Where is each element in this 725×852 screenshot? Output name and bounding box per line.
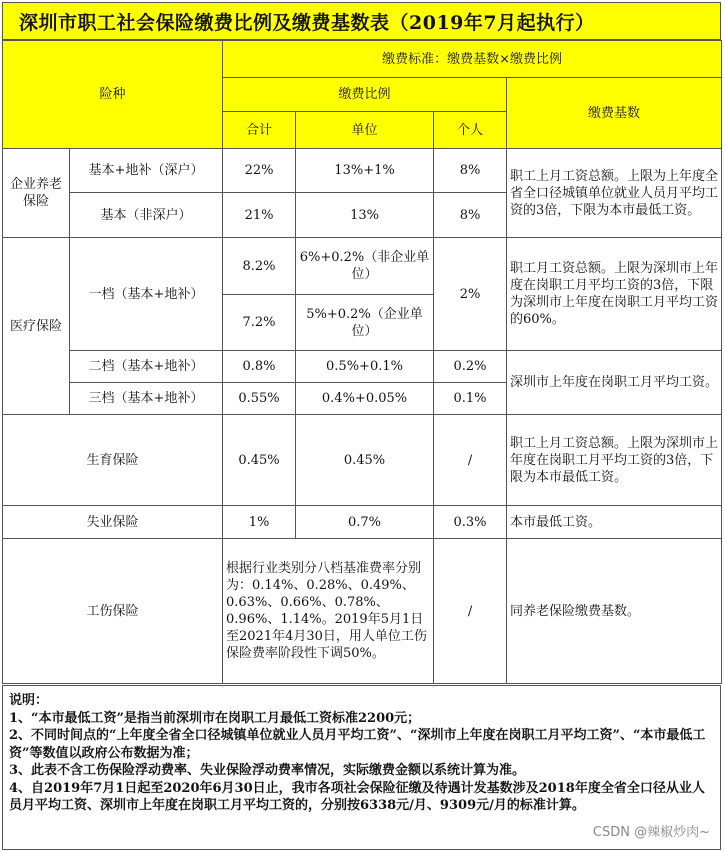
medical-tier1a-total: 8.2% — [223, 238, 296, 295]
pension-row2-total: 21% — [223, 193, 296, 238]
unemployment-base: 本市最低工资。 — [507, 506, 722, 539]
medical-category: 医疗保险 — [3, 238, 70, 415]
unemployment-name: 失业保险 — [3, 506, 223, 539]
pension-base: 职工上月工资总额。上限为上年度全省全口径城镇单位就业人员月平均工资的3倍，下限为本市最低工资。 — [507, 149, 722, 238]
table-row — [3, 415, 722, 506]
watermark: CSDN @辣椒炒肉~ — [592, 824, 710, 840]
table-row — [3, 238, 722, 295]
header-employer: 单位 — [296, 112, 434, 149]
maternity-total: 0.45% — [223, 415, 296, 506]
header-row-1 — [3, 41, 722, 78]
header-individual: 个人 — [434, 112, 507, 149]
pension-row1-employer: 13%+1% — [296, 149, 434, 193]
maternity-employer: 0.45% — [296, 415, 434, 506]
note-item-4: 4、自2019年7月1日起至2020年6月30日止，我市各项社会保险征缴及待遇计发基数涉及2018年度全省全口径从业人员月平均工资、深圳市上年度在岗职工月平均工资的，分别按6338元/月、9309元/月的标准计算。 — [9, 780, 705, 813]
pension-row1-name: 基本+地补（深户） — [70, 149, 223, 193]
injury-base: 同养老保险缴费基数。 — [507, 539, 722, 684]
table-row — [3, 539, 722, 684]
header-standard: 缴费标准：缴费基数×缴费比例 — [223, 41, 722, 78]
medical-tier1b-employer: 5%+0.2%（企业单位） — [296, 295, 434, 351]
maternity-name: 生育保险 — [3, 415, 223, 506]
table-row — [3, 506, 722, 539]
medical-tier2-employer: 0.5%+0.1% — [296, 351, 434, 383]
maternity-individual: / — [434, 415, 507, 506]
header-total: 合计 — [223, 112, 296, 149]
medical-tier23-base: 深圳市上年度在岗职工月平均工资。 — [507, 351, 722, 415]
pension-row1-individual: 8% — [434, 149, 507, 193]
pension-row2-name: 基本（非深户） — [70, 193, 223, 238]
medical-tier2-name: 二档（基本+地补） — [70, 351, 223, 383]
note-item-2: 2、不同时间点的“上年度全省全口径城镇单位就业人员月平均工资”、“深圳市上年度在岗职工月平均工资”、“本市最低工资”等数值以政府公布数据为准； — [9, 728, 706, 761]
notes-heading: 说明： — [9, 693, 49, 708]
medical-tier1-name: 一档（基本+地补） — [70, 238, 223, 351]
note-item-3: 3、此表不含工伤保险浮动费率、失业保险浮动费率情况，实际缴费金额以系统计算为准。 — [9, 763, 526, 778]
page-title: 深圳市职工社会保险缴费比例及缴费基数表（2019年7月起执行） — [2, 2, 721, 40]
unemployment-individual: 0.3% — [434, 506, 507, 539]
pension-category: 企业养老保险 — [3, 149, 70, 238]
medical-tier1-individual: 2% — [434, 238, 507, 351]
notes-section — [2, 685, 721, 850]
header-insurance-type: 险种 — [3, 41, 223, 149]
medical-tier3-total: 0.55% — [223, 383, 296, 415]
table-row — [3, 351, 722, 383]
injury-individual: / — [434, 539, 507, 684]
unemployment-employer: 0.7% — [296, 506, 434, 539]
medical-tier3-employer: 0.4%+0.05% — [296, 383, 434, 415]
injury-name: 工伤保险 — [3, 539, 223, 684]
medical-tier1b-total: 7.2% — [223, 295, 296, 351]
medical-tier1a-employer: 6%+0.2%（非企业单位） — [296, 238, 434, 295]
medical-tier3-name: 三档（基本+地补） — [70, 383, 223, 415]
header-base: 缴费基数 — [507, 78, 722, 149]
pension-row2-individual: 8% — [434, 193, 507, 238]
note-item-1: 1、“本市最低工资”是指当前深圳市在岗职工月最低工资标准2200元； — [9, 710, 421, 726]
medical-tier2-total: 0.8% — [223, 351, 296, 383]
medical-tier1-base: 职工月工资总额。上限为深圳市上年度在岗职工月平均工资的3倍，下限为深圳市上年度在岗职工月平均工资的60%。 — [507, 238, 722, 351]
insurance-table — [2, 40, 722, 684]
table-row — [3, 149, 722, 193]
pension-row1-total: 22% — [223, 149, 296, 193]
medical-tier3-individual: 0.1% — [434, 383, 507, 415]
maternity-base: 职工上月工资总额。上限为深圳市上年度在岗职工月平均工资的3倍，下限为本市最低工资。 — [507, 415, 722, 506]
medical-tier2-individual: 0.2% — [434, 351, 507, 383]
injury-rate: 根据行业类别分八档基准费率分别为：0.14%、0.28%、0.49%、0.63%、0.66%、0.78%、0.96%、1.14%。2019年5月1日至2021年4月30日，用人单位工伤保险费率阶段性下调50%。 — [223, 539, 434, 684]
pension-row2-employer: 13% — [296, 193, 434, 238]
header-ratio: 缴费比例 — [223, 78, 507, 112]
unemployment-total: 1% — [223, 506, 296, 539]
